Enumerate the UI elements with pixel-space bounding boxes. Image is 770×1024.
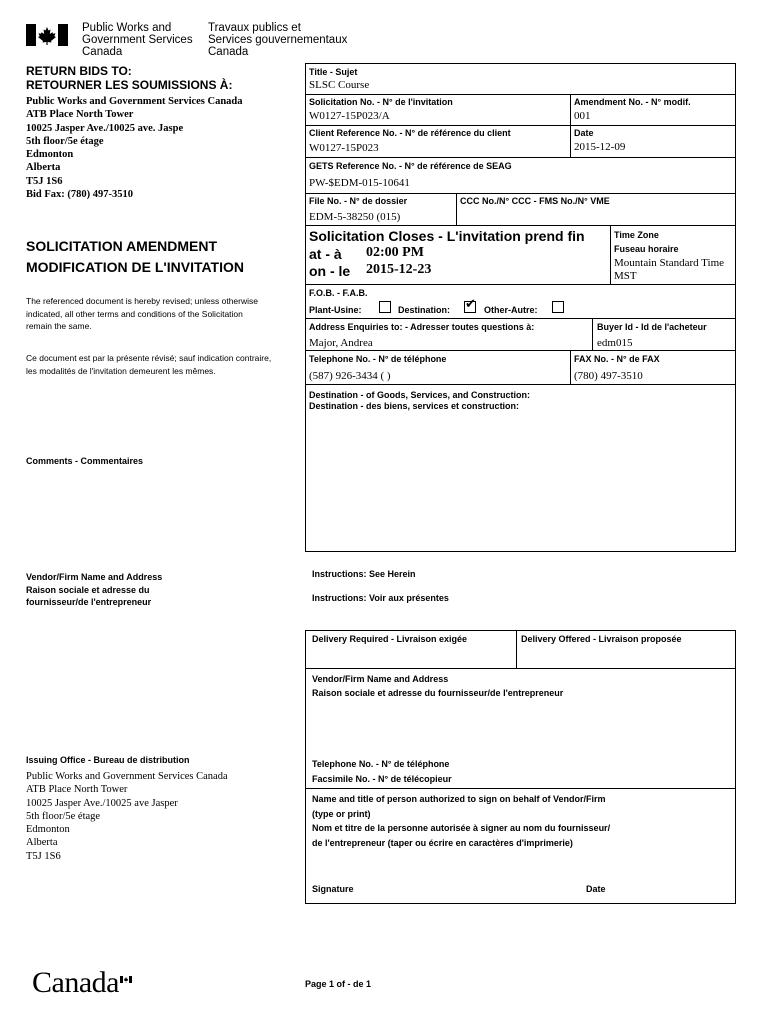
other-label: Other-Autre: xyxy=(484,305,538,315)
return-bids-title: RETURN BIDS TO: RETOURNER LES SOUMISSIONS À: xyxy=(26,64,233,92)
title-label: Title - Sujet xyxy=(309,67,358,77)
canada-wordmark: Canada xyxy=(32,966,119,999)
closing-time-value: 02:00 PM xyxy=(366,245,424,260)
client-reference-label: Client Reference No. - N° de référence du client xyxy=(309,128,511,138)
delivery-offered-label: Delivery Offered - Livraison proposée xyxy=(521,634,682,644)
closing-date-value: 2015-12-23 xyxy=(366,262,432,277)
amendment-title: SOLICITATION AMENDMENT MODIFICATION DE L'INVITATION xyxy=(26,238,244,275)
plant-label: Plant-Usine: xyxy=(309,305,362,315)
vendor-fax-label: Facsimile No. - N° de télécopieur xyxy=(312,774,452,784)
canada-flag-icon xyxy=(26,24,68,46)
department-name-fr: Travaux publics et Services gouvernementaux Canada xyxy=(208,22,348,58)
destination-goods-label: Destination - of Goods, Services, and Construction: Destination - des biens, services et construction: xyxy=(309,390,531,411)
fax-label: FAX No. - N° de FAX xyxy=(574,354,660,364)
telephone-label: Telephone No. - N° de téléphone xyxy=(309,354,447,364)
return-bids-address: Public Works and Government Services Canada ATB Place North Tower 10025 Jasper Ave./10025 ave. Jaspe 5th floor/5e étage Edmonton Alberta T5J 1S6 Bid Fax: (780) 497-3510 xyxy=(26,96,243,201)
telephone-value: (587) 926-3434 ( ) xyxy=(309,370,391,382)
solicitation-number-value: W0127-15P023/A xyxy=(309,110,390,122)
wordmark-flag-icon xyxy=(120,970,132,977)
issuing-office-address: Public Works and Government Services Canada ATB Place North Tower 10025 Jasper Ave./10025 ave Jasper 5th floor/5e étage Edmonton Alberta T5J 1S6 xyxy=(26,771,228,862)
client-reference-value: W0127-15P023 xyxy=(309,142,379,154)
address-enquiries-label: Address Enquiries to: - Adresser toutes questions à: xyxy=(309,322,535,332)
issuing-office-label: Issuing Office - Bureau de distribution xyxy=(26,755,190,765)
authorized-person-label: Name and title of person authorized to sign on behalf of Vendor/Firm (type or print) Nom et titre de la personne autorisée à signer au nom du fournisseur/ de l'entrepreneur (taper ou écrire en caractères d'imprimerie) xyxy=(312,794,611,848)
address-enquiries-value: Major, Andrea xyxy=(309,337,373,349)
amendment-number-label: Amendment No. - N° modif. xyxy=(574,97,691,107)
signature-date-label: Date xyxy=(586,884,606,894)
closing-title: Solicitation Closes - L'invitation prend fin xyxy=(309,228,585,244)
comments-label: Comments - Commentaires xyxy=(26,456,144,466)
amendment-note-en: The referenced document is hereby revised; unless otherwise indicated, all other terms and conditions of the Solicitation remain the same. xyxy=(26,296,258,331)
time-zone-value: Mountain Standard Time MST xyxy=(614,257,725,282)
instructions-en: Instructions: See Herein xyxy=(312,569,416,579)
buyer-id-value: edm015 xyxy=(597,337,633,349)
title-value: SLSC Course xyxy=(309,79,370,91)
date-value: 2015-12-09 xyxy=(574,141,626,153)
destination-label: Destination: xyxy=(398,305,451,315)
gets-reference-label: GETS Reference No. - N° de référence de SEAG xyxy=(309,161,512,171)
amendment-number-value: 001 xyxy=(574,110,591,122)
vendor-name-label: Vendor/Firm Name and Address Raison sociale et adresse du fournisseur/de l'entrepreneur xyxy=(312,674,564,698)
solicitation-number-label: Solicitation No. - N° de l'invitation xyxy=(309,97,453,107)
fax-value: (780) 497-3510 xyxy=(574,370,643,382)
closing-on-label: on - le xyxy=(309,263,351,279)
instructions-fr: Instructions: Voir aux présentes xyxy=(312,593,449,603)
vendor-label-left: Vendor/Firm Name and Address Raison sociale et adresse du fournisseur/de l'entrepreneur xyxy=(26,572,163,607)
time-zone-label: Time Zone Fuseau horaire xyxy=(614,230,679,254)
file-number-value: EDM-5-38250 (015) xyxy=(309,211,401,223)
vendor-telephone-label: Telephone No. - N° de téléphone xyxy=(312,759,450,769)
gets-reference-value: PW-$EDM-015-10641 xyxy=(309,177,410,189)
department-name-en: Public Works and Government Services Canada xyxy=(82,22,193,58)
file-number-label: File No. - N° de dossier xyxy=(309,196,408,206)
page-number: Page 1 of - de 1 xyxy=(305,979,372,989)
fob-label: F.O.B. - F.A.B. xyxy=(309,288,368,298)
checkmark-icon: ✔ xyxy=(465,297,476,312)
plant-checkbox[interactable] xyxy=(379,301,391,313)
delivery-required-label: Delivery Required - Livraison exigée xyxy=(312,634,468,644)
ccc-number-label: CCC No./N° CCC - FMS No./N° VME xyxy=(460,196,610,206)
date-label: Date xyxy=(574,128,594,138)
signature-label: Signature xyxy=(312,884,354,894)
closing-at-label: at - à xyxy=(309,246,342,262)
amendment-note-fr: Ce document est par la présente révisé; sauf indication contraire, les modalités de l'invitation demeurent les mêmes. xyxy=(26,353,272,376)
other-checkbox[interactable] xyxy=(552,301,564,313)
buyer-id-label: Buyer Id - Id de l'acheteur xyxy=(597,322,707,332)
